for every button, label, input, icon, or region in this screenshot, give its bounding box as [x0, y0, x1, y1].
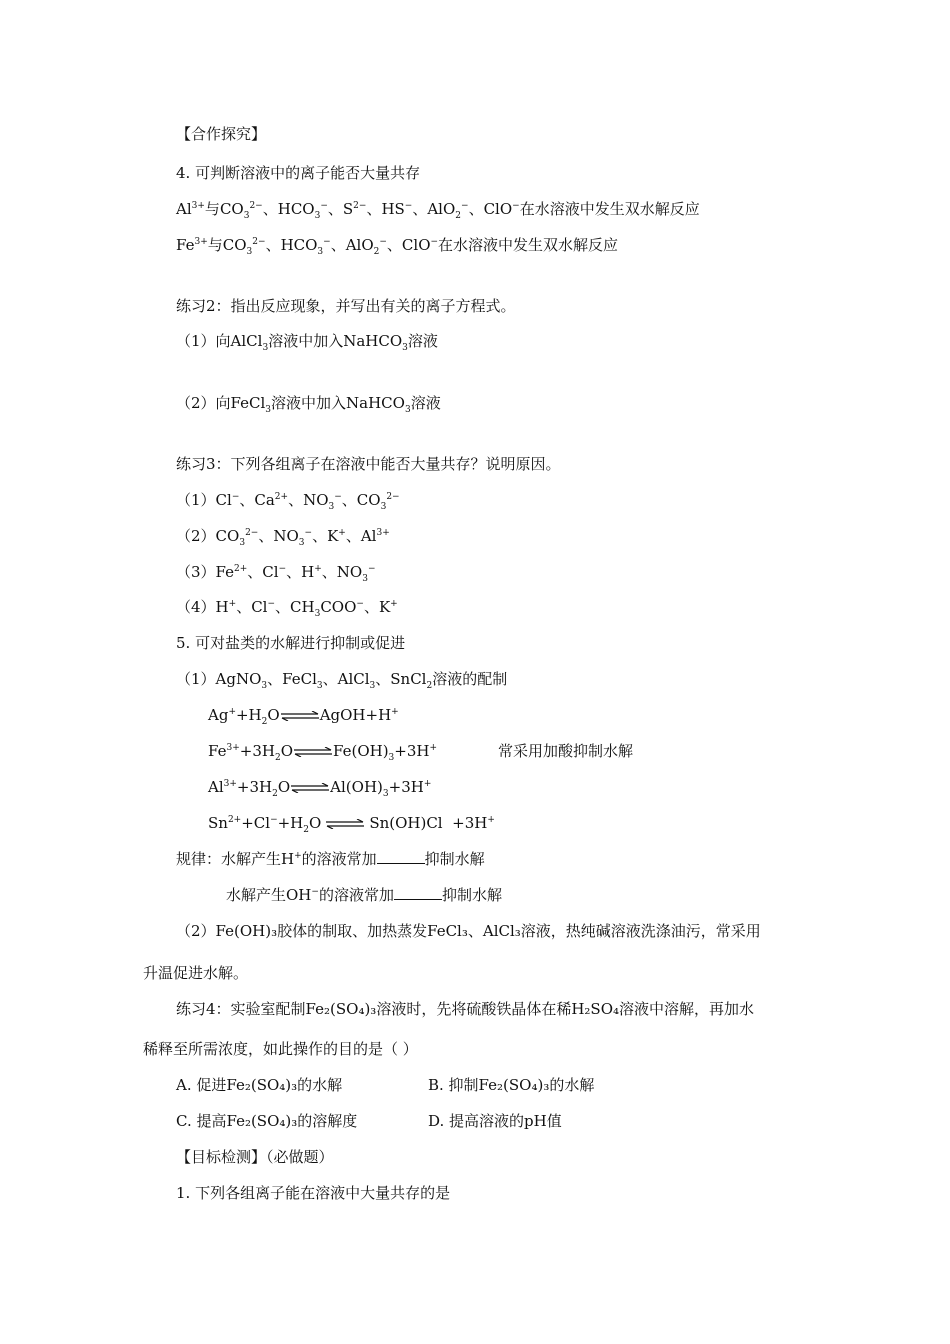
exercise-3-item-1: （1）Cl−、$Ca^{2+}$、$NO_3^-$、$CO_3^{2-}$	[176, 491, 400, 512]
acid-suppression-note: 常采用加酸抑制水解	[498, 742, 634, 760]
exercise-2-q1: （1）向AlCl$_3$溶液中加入NaHCO$_3$溶液	[176, 332, 438, 353]
rule-line-2: 水解产生OH−的溶液常加 抑制水解	[226, 886, 502, 904]
option-d[interactable]: D. 提高溶液的pH值	[428, 1112, 562, 1130]
al-double-hydrolysis-line: $Al^{3+}$与$CO_3^{2-}$、$HCO_3^-$、$S^{2-}$、HS−、AlO$_2$−、ClO−在水溶液中发生双水解反应	[176, 200, 700, 221]
section-heading-target-check: 【目标检测】（必做题）	[176, 1148, 334, 1166]
exercise-3-item-2: $(2)CO_3^{2-}$、$NO_3^-$、K+、$Al^{3+}$	[176, 527, 390, 548]
exercise-3-title: 练习3：下列各组离子在溶液中能否大量共存？说明原因。	[176, 455, 561, 473]
item-5-sub-2-line-1: （2）Fe(OH)₃胶体的制取、加热蒸发FeCl₃、AlCl₃溶液，热纯碱溶液洗涤油污，常采用	[176, 922, 761, 940]
option-b[interactable]: B. 抑制Fe₂(SO₄)₃的水解	[428, 1076, 595, 1094]
item-5-title: 5. 可对盐类的水解进行抑制或促进	[176, 634, 406, 652]
section-heading-cooperative: 【合作探究】	[176, 125, 267, 143]
fill-blank-1[interactable]	[377, 849, 425, 864]
option-a[interactable]: A. 促进Fe₂(SO₄)₃的水解	[176, 1076, 343, 1094]
equilibrium-arrow-icon	[281, 711, 319, 721]
equilibrium-arrow-icon	[294, 747, 332, 757]
rule-line-1: 规律：水解产生H+的溶液常加 抑制水解	[176, 850, 485, 868]
exercise-3-item-3: $(3)Fe^{2+}$、Cl−、H+、$NO_3^-$	[176, 563, 376, 584]
equation-ag: $Ag^++H_2O$ AgOH+H+	[208, 706, 399, 727]
item-4-title: 4. 可判断溶液中的离子能否大量共存	[176, 164, 421, 182]
exercise-3-item-4: （4）H+、Cl−、$CH_3COO^-$、K+	[176, 598, 398, 619]
equilibrium-arrow-icon	[322, 819, 368, 829]
exercise-2-title: 练习2：指出反应现象，并写出有关的离子方程式。	[176, 297, 516, 315]
item-5-sub-2-line-2: 升温促进水解。	[143, 964, 249, 982]
exercise-2-q2: （2）向FeCl$_3$溶液中加入NaHCO$_3$溶液	[176, 394, 441, 415]
fill-blank-2[interactable]	[394, 885, 442, 900]
item-5-sub-1: （1）AgNO$_3$、FeCl$_3$、AlCl$_3$、SnCl$_2$溶液的配制	[176, 670, 508, 691]
equation-sn: $Sn^{2+}+Cl^-+H_2O$ Sn(OH)Cl +3H+	[208, 814, 495, 835]
equilibrium-arrow-icon	[291, 783, 329, 793]
exercise-4-line-1: 练习4：实验室配制Fe₂(SO₄)₃溶液时，先将硫酸铁晶体在稀H₂SO₄溶液中溶解，再加水	[176, 1000, 755, 1018]
equation-al: $Al^{3+}+3H_2O$ $Al(OH)_3+3H^+$	[208, 778, 432, 799]
fe-double-hydrolysis-line: $Fe^{3+}$与$CO_3^{2-}$、$HCO_3^-$、AlO$_2$−、ClO−在水溶液中发生双水解反应	[176, 236, 619, 257]
option-c[interactable]: C. 提高Fe₂(SO₄)₃的溶解度	[176, 1112, 358, 1130]
equation-fe: $Fe^{3+}+3H_2O$ $Fe(OH)_3+3H^+$	[208, 742, 438, 763]
exercise-4-line-2: 稀释至所需浓度，如此操作的目的是（ ）	[143, 1040, 418, 1058]
test-question-1: 1. 下列各组离子能在溶液中大量共存的是	[176, 1184, 451, 1202]
